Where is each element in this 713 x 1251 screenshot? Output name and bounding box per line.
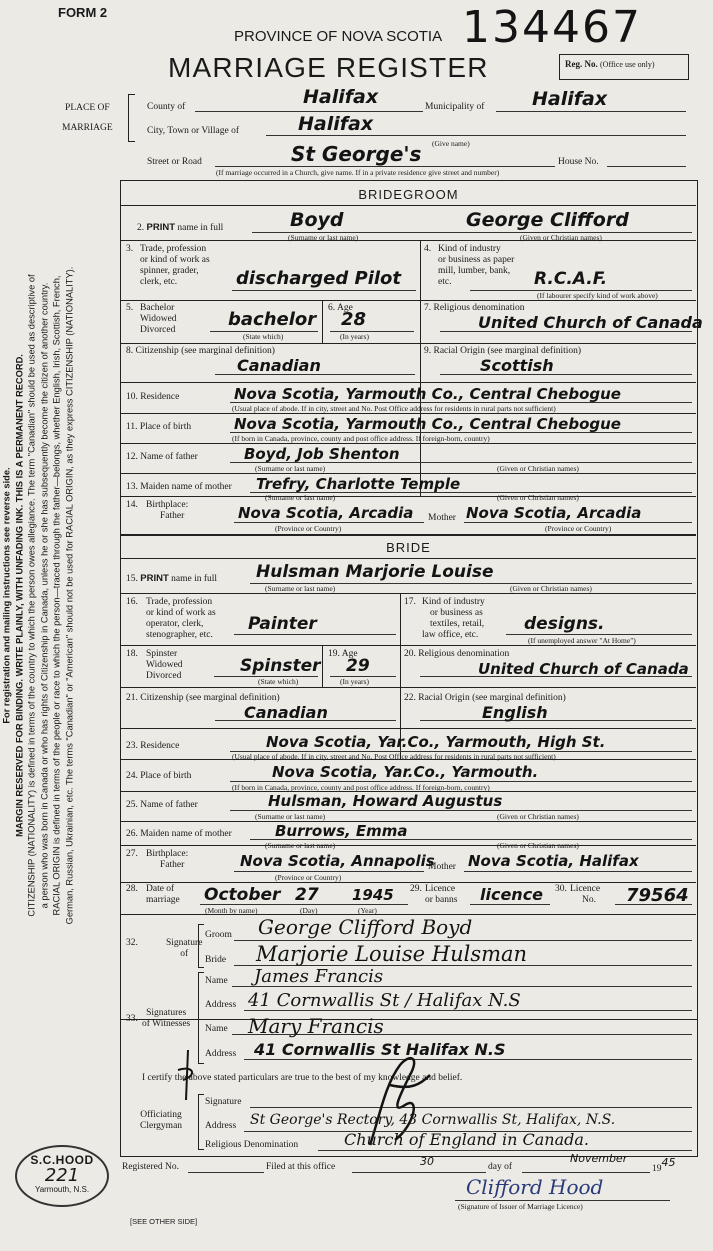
groom-status: bachelor [228,309,317,330]
street-label: Street or Road [147,157,202,167]
bride-status: Spinster [240,656,321,676]
city-value: Halifax [298,113,374,135]
bride-mother-birthplace: Nova Scotia, Halifax [468,852,639,870]
bride-heading: BRIDE [386,540,431,555]
caption: (If born in Canada, province, county and post office address. If foreign-born, country) [232,783,490,792]
groom-mother: Trefry, Charlotte Temple [256,475,461,493]
margin-instructions [1,0,76,1201]
registrar-stamp: S.C.HOOD 221 Yarmouth, N.S. [15,1145,109,1207]
groom-age: 28 [341,309,367,330]
bride-mother-label: 26. Maiden name of mother [126,829,232,839]
margin-line: CITIZENSHIP (NATIONALITY) is defined in terms of the country to which the person owes allegiance. The term "Canadian" should be used as descriptive of [26,274,37,917]
officiating-label: Officiating Clergyman [140,1110,183,1131]
witness2-name-label: Name [205,1024,228,1034]
groom-racial: Scottish [480,356,554,375]
city-label: City, Town or Village of [147,126,239,136]
street-value: St George's [291,142,422,166]
caption: (Given or Christian names) [520,233,602,242]
groom-sig-label: Groom [205,930,232,940]
caption: (Surname or last name) [265,493,336,502]
groom-birthplace: Nova Scotia, Yarmouth Co., Central Chebogue [234,415,621,433]
groom-mother-birthplace: Nova Scotia, Arcadia [466,504,642,522]
groom-religion: United Church of Canada [478,313,703,332]
witness2-address: 41 Cornwallis St Halifax N.S [254,1040,506,1059]
bride-father-label: 25. Name of father [126,800,198,810]
caption: (Province or Country) [545,524,612,533]
bride-citizenship-label: 21. Citizenship (see marginal definition) [126,693,280,703]
licence-type: licence [480,885,544,904]
caption: (Province or Country) [275,524,342,533]
bride-trade-label: 16. Trade, profession or kind of work as operator, clerk, stenographer, etc. [126,597,216,640]
denomination-label: Religious Denomination [205,1140,299,1150]
bride-name-label: 15. PRINT name in full [126,573,218,584]
bride-birthplace: Nova Scotia, Yar.Co., Yarmouth. [272,763,539,781]
caption: (Year) [358,906,377,915]
marriage-date-label: 28. Date of marriage [126,884,180,905]
certify-statement: I certify the above stated particulars are true to the best of my knowledge and belief. [142,1073,463,1083]
bride-religion: United Church of Canada [478,660,689,678]
filed-day: 30 [420,1155,434,1168]
groom-father-birthplace: Nova Scotia, Arcadia [238,504,414,522]
witness2-name: Mary Francis [248,1014,384,1038]
caption: (If labourer specify kind of work above) [537,291,658,300]
bridegroom-heading: BRIDEGROOM [358,187,459,202]
give-name-caption: (Give name) [432,139,470,148]
groom-industry: R.C.A.F. [534,269,608,289]
bride-racial-label: 22. Racial Origin (see marginal definition) [404,693,566,703]
day-of-label: day of [488,1162,513,1172]
caption: (Surname or last name) [288,233,359,242]
municipality-value: Halifax [532,88,608,110]
licence-label: 29. Licence or banns [410,884,458,905]
bride-age-label: 19. Age [328,649,358,659]
groom-racial-label: 9. Racial Origin (see marginal definition) [424,346,582,356]
bride-trade: Painter [248,614,317,634]
province-title: PROVINCE OF NOVA SCOTIA [234,28,443,45]
clergy-signature-label: Signature [205,1097,242,1107]
groom-industry-label: 4. Kind of industry or business as paper mill, lumber, bank, etc. [424,244,515,287]
bride-residence: Nova Scotia, Yar.Co., Yarmouth, High St. [266,733,606,751]
mother-label: Mother [428,862,456,872]
caption: (Given or Christian names) [497,493,579,502]
witness-mark-scribble [168,1045,208,1110]
county-label: County of [147,102,186,112]
house-no-label: House No. [558,157,599,167]
groom-name-label: 2. PRINT name in full [137,222,224,233]
marriage-day: 27 [295,885,319,905]
groom-mother-label: 13. Maiden name of mother [126,482,232,492]
caption: (Month by name) [205,906,258,915]
witness1-name-label: Name [205,976,228,986]
groom-surname: Boyd [290,209,344,231]
bride-birthplace-label: 24. Place of birth [126,771,192,781]
groom-signature: George Clifford Boyd [258,915,473,939]
witness1-address: 41 Cornwallis St / Halifax N.S [248,990,521,1011]
groom-given-names: George Clifford [466,209,629,231]
caption: (Given or Christian names) [510,584,592,593]
groom-trade: discharged Pilot [236,268,402,289]
reg-no-label: Reg. No. (Office use only) [565,59,655,69]
bride-industry: designs. [524,614,605,634]
clergy-denomination: Church of England in Canada. [344,1130,590,1149]
caption: (Day) [300,906,318,915]
bride-sig-label: Bride [205,955,227,965]
witness2-address-label: Address [205,1049,237,1059]
bride-bp-label: 27. Birthplace: Father [126,849,189,870]
document-title: MARRIAGE REGISTER [168,52,489,83]
mother-label: Mother [428,513,456,523]
municipality-label: Municipality of [425,102,485,112]
groom-age-label: 6. Age [328,303,353,313]
caption: (Surname or last name) [255,812,326,821]
register-number: 134467 [462,2,642,53]
margin-line: a person who was born in Canada or who has rights of Citizenship in Canada, unless he or she has subsequently become the citizen of another country. [39,282,49,909]
issuer-signature: Clifford Hood [466,1175,604,1199]
bride-religion-label: 20. Religious denomination [404,649,510,659]
place-label: PLACE OF MARRIAGE [62,103,113,133]
groom-residence: Nova Scotia, Yarmouth Co., Central Chebogue [234,385,621,403]
caption: (Usual place of abode. If in city, street and No. Post Office address for residents in rural parts not sufficient) [232,752,556,761]
caption: (Given or Christian names) [497,464,579,473]
groom-trade-label: 3. Trade, profession or kind of work as spinner, grader, clerk, etc. [126,244,210,287]
signature-of-label: 32. Signature of [126,938,203,959]
groom-religion-label: 7. Religious denomination [424,303,525,313]
bride-status-label: 18. Spinster Widowed Divorced [126,649,183,681]
marriage-year: 1945 [352,886,394,904]
filed-label: Filed at this office [266,1162,336,1172]
bride-signature: Marjorie Louise Hulsman [256,942,528,966]
bride-residence-label: 23. Residence [126,741,180,751]
bride-industry-label: 17. Kind of industry or business as textiles, retail, law office, etc. [404,597,485,640]
caption: (Given or Christian names) [497,841,579,850]
margin-line: For registration and mailing instructions see reverse side. [1,467,12,724]
caption: (In years) [340,677,369,686]
caption: (Surname or last name) [255,464,326,473]
bride-mother: Burrows, Emma [275,822,408,840]
groom-birthplace-label: 11. Place of birth [126,422,192,432]
margin-line: MARGIN RESERVED FOR BINDING. WRITE PLAINLY, WITH UNFADING INK. THIS IS A PERMANENT RECORD. [14,354,24,837]
groom-citizenship: Canadian [237,356,321,375]
bride-father-birthplace: Nova Scotia, Annapolis [240,852,435,870]
form-number: FORM 2 [58,5,108,20]
groom-status-label: 5. Bachelor Widowed Divorced [126,303,177,335]
place-bracket [128,94,135,142]
margin-line: German, Russian, Ukrainian, etc. The terms "Canadian" or "American" should not be used for RACIAL ORIGIN, as they express CITIZENSHIP (NATIONALITY). [64,266,74,925]
clergy-address: St George's Rectory, 43 Cornwallis St, Halifax, N.S. [250,1112,616,1128]
bride-father: Hulsman, Howard Augustus [268,792,503,810]
witnesses-label: 33. Signatures of Witnesses [126,1008,191,1029]
clergy-address-label: Address [205,1121,237,1131]
bride-citizenship: Canadian [244,703,328,722]
caption: (Usual place of abode. If in city, street and No. Post Office address for residents in rural parts not sufficient) [232,404,556,413]
street-caption: (If marriage occurred in a Church, give name. If in a private residence give street and number) [216,168,500,177]
issuer-caption: (Signature of Issuer of Marriage Licence) [458,1202,583,1211]
bride-age: 29 [346,656,370,676]
margin-line: RACIAL ORIGIN is defined in terms of the people or race to which the person—traced through the father—belongs, whether English, Irish, Scottish, French, [51,275,62,916]
filed-year: 1945 [652,1156,676,1174]
caption: (Surname or last name) [265,584,336,593]
registered-no-label: Registered No. [122,1162,179,1172]
bride-name: Hulsman Marjorie Louise [256,562,494,582]
groom-father-label: 12. Name of father [126,452,198,462]
bride-racial: English [482,703,548,722]
licence-no-label: 30. Licence No. [555,884,601,905]
caption: (State which) [258,677,299,686]
caption: (If born in Canada, province, county and post office address. If foreign-born, country) [232,434,490,443]
groom-citizenship-label: 8. Citizenship (see marginal definition) [126,346,275,356]
caption: (Given or Christian names) [497,812,579,821]
caption: (Province or Country) [275,873,342,882]
caption: (In years) [340,332,369,341]
county-value: Halifax [303,86,379,108]
groom-residence-label: 10. Residence [126,392,180,402]
marriage-month: October [204,885,281,905]
filed-month: November [570,1152,628,1165]
caption: (Surname or last name) [265,841,336,850]
groom-father: Boyd, Job Shenton [244,445,400,463]
witness1-address-label: Address [205,1000,237,1010]
groom-bp-label: 14. Birthplace: Father [126,500,189,521]
see-other-side: [SEE OTHER SIDE] [130,1217,198,1226]
caption: (State which) [243,332,284,341]
caption: (If unemployed answer "At Home") [528,636,636,645]
witness1-name: James Francis [254,966,384,987]
licence-number: 79564 [626,885,689,906]
